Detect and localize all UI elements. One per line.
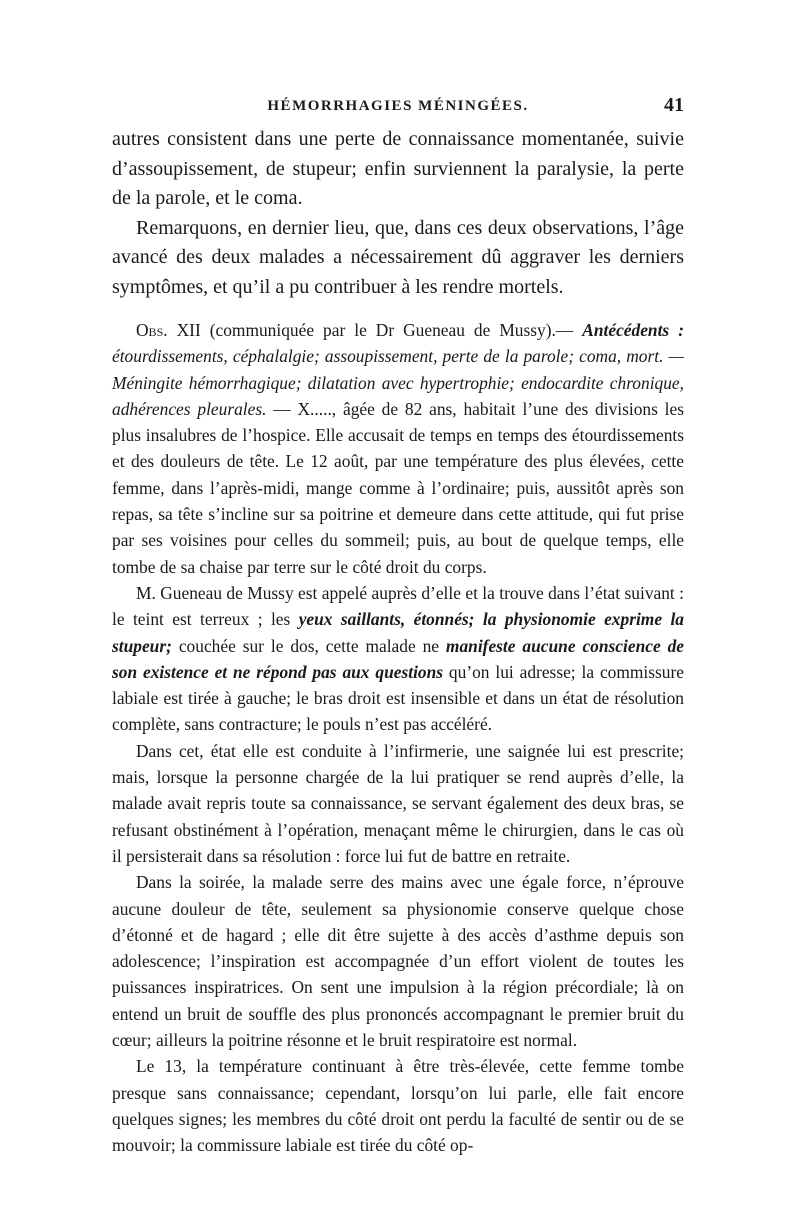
- observation-label: Obs.: [136, 320, 168, 340]
- observation-paragraph-5: Le 13, la température continuant à être très-élevée, cette femme tombe presque sans connaissance; cependant, lorsqu’on lui parle, elle fait encore quelques signes; les membres du côté droit ont perdu la faculté de sentir ou de se mouvoir; la commissure labiale est tirée du côté op-: [112, 1056, 684, 1156]
- antecedents-label: Antécédents :: [582, 320, 684, 340]
- exam-emphasis-1: yeux saillants, étonnés; la physionomie exprime la stupeur;: [112, 609, 684, 656]
- observation-paragraph-2: [112, 580, 684, 738]
- exam-text-c: qu’on lui adresse; la commissure labiale est tirée à gauche; le bras droit est insensible et dans un état de résolution complète, sans contracture; le pouls n’est pas accéléré.: [112, 661, 684, 735]
- observation-paragraph-4: Dans la soirée, la malade serre des mains avec une égale force, n’éprouve aucune douleur de tête, seulement sa physionomie conserve quelque chose d’étonné et de hagard ; elle dit être sujette à des accès d’asthme depuis son adolescence; l’inspiration est accompagnée d’un effort violent de toutes les puissances inspiratrices. On sent une impulsion à la région précordiale; là on entend un bruit de souffle des plus prononcés accompagnant le premier bruit du cœur; ailleurs la poitrine résonne et le bruit respiratoire est normal.: [112, 872, 684, 1051]
- running-title: HÉMORRHAGIES MÉNINGÉES.: [267, 98, 529, 114]
- case-history: — X....., âgée de 82 ans, habitait l’une des divisions les plus insalubres de l’hospice. Elle accusait de temps en temps des étourdissements et des douleurs de tête. Le 12 août, par une température des plus élevées, cette femme, dans l’après-midi, mange comme à l’ordinaire; puis, aussitôt après son repas, sa tête s’incline sur sa poitrine et demeure dans cette attitude, qui fut prise par ses voisines pour celles du sommeil; puis, au bout de quelque temps, elle tombe de sa chaise par terre sur le côté droit du corps.: [112, 398, 684, 577]
- page-number: 41: [664, 94, 684, 116]
- observation-paragraph-1: [112, 317, 684, 580]
- exam-text-b: couchée sur le dos, cette malade ne: [171, 635, 446, 656]
- running-header: [112, 94, 684, 124]
- exam-emphasis-2: manifeste aucune conscience de son existence et ne répond pas aux questions: [112, 635, 684, 682]
- intro-section: [112, 125, 684, 302]
- case-summary: étourdissements, céphalalgie; assoupissement, perte de la parole; coma, mort. — Méningite hémorrhagique; dilatation avec hypertrophie; endocardite chronique, adhérences pleurales.: [112, 346, 684, 419]
- paragraph-remarks: Remarquons, en dernier lieu, que, dans ces deux observations, l’âge avancé des deux malades a nécessairement dû aggraver les derniers symptômes, et qu’il a pu contribuer à les rendre mortels.: [112, 216, 684, 298]
- exam-text-a: M. Gueneau de Mussy est appelé auprès d’elle et la trouve dans l’état suivant : le teint est terreux ; les: [112, 582, 684, 630]
- observation-heading: XII (communiquée par le Dr Gueneau de Mussy).—: [167, 320, 583, 340]
- paragraph-continuation: autres consistent dans une perte de connaissance momentanée, suivie d’assoupissement, de stupeur; enfin surviennent la paralysie, la perte de la parole, et le coma.: [112, 128, 684, 209]
- observation-paragraph-3: Dans cet, état elle est conduite à l’infirmerie, une saignée lui est prescrite; mais, lorsque la personne chargée de la lui pratiquer se rend auprès d’elle, la malade avait repris toute sa connaissance, se servant également des deux bras, se refusant obstinément à l’opération, menaçant même le chirurgien, dans le cas où il persisterait dans sa résolution : force lui fut de battre en retraite.: [112, 740, 684, 866]
- observation-section: [112, 317, 684, 1159]
